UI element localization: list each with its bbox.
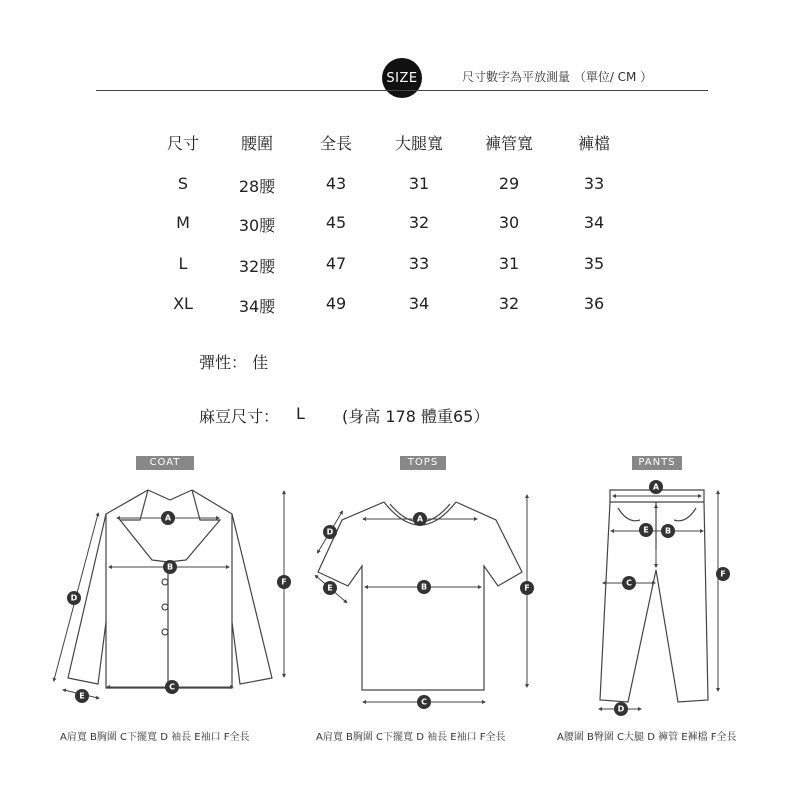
table-cell: 34腰 xyxy=(238,297,276,316)
marker-c: C xyxy=(421,697,427,707)
pants-measurements xyxy=(600,492,718,709)
table-cell: 32 xyxy=(408,213,430,232)
table-cell: 33 xyxy=(583,174,605,193)
table-cell: 47 xyxy=(325,254,347,273)
table-cell: 28腰 xyxy=(238,177,276,196)
table-cell: 36 xyxy=(583,294,605,313)
table-cell: 32 xyxy=(498,294,520,313)
table-header: 褲管寬 xyxy=(484,134,534,153)
model-body-info: (身高 178 體重65） xyxy=(342,407,490,426)
pants-diagram xyxy=(600,490,708,702)
marker-f: F xyxy=(524,583,530,593)
table-cell: S xyxy=(177,174,189,193)
marker-e: E xyxy=(79,691,85,701)
table-cell: 31 xyxy=(498,254,520,273)
table-cell: L xyxy=(178,254,188,273)
table-header: 腰圍 xyxy=(240,134,274,153)
coat-caption: A肩寬 B胸圍 C下擺寬 D 袖長 E袖口 F全長 xyxy=(60,732,250,743)
marker-e: E xyxy=(327,583,333,593)
tops-diagram xyxy=(318,502,522,690)
pants-tag: PANTS xyxy=(632,456,682,470)
table-cell: 29 xyxy=(498,174,520,193)
marker-b: B xyxy=(420,582,428,592)
marker-d: D xyxy=(70,593,78,603)
pants-caption: A腰圍 B臀圍 C大腿 D 褲管 E褲檔 F全長 xyxy=(557,732,737,743)
size-badge: SIZE xyxy=(382,58,422,98)
marker-d: D xyxy=(617,704,625,714)
table-header: 大腿寬 xyxy=(394,134,444,153)
marker-f: F xyxy=(720,569,726,579)
table-cell: 30 xyxy=(498,213,520,232)
table-cell: 31 xyxy=(408,174,430,193)
marker-e: E xyxy=(643,525,649,535)
elasticity-note: 彈性： 佳 xyxy=(199,353,269,372)
table-cell: 34 xyxy=(408,294,430,313)
model-size-label: 麻豆尺寸： xyxy=(199,407,280,426)
marker-d: D xyxy=(326,527,334,537)
table-cell: M xyxy=(176,213,190,232)
table-cell: 43 xyxy=(325,174,347,193)
model-size-value: L xyxy=(296,404,305,423)
table-cell: 33 xyxy=(408,254,430,273)
marker-c: C xyxy=(169,682,175,692)
tops-measurements xyxy=(316,496,530,702)
table-cell: 35 xyxy=(583,254,605,273)
marker-a: A xyxy=(416,514,424,524)
marker-f: F xyxy=(281,577,287,587)
marker-c: C xyxy=(626,578,632,588)
table-header: 尺寸 xyxy=(166,134,200,153)
marker-a: A xyxy=(652,482,660,492)
coat-tag: COAT xyxy=(136,456,194,470)
header-note: 尺寸數字為平放測量 （單位/ CM ） xyxy=(462,70,653,84)
marker-b: B xyxy=(166,562,174,572)
tops-caption: A肩寬 B胸圍 C下擺寬 D 袖長 E袖口 F全長 xyxy=(316,732,506,743)
table-cell: 32腰 xyxy=(238,257,276,276)
table-cell: 34 xyxy=(583,213,605,232)
marker-a: A xyxy=(164,513,172,523)
tops-tag: TOPS xyxy=(400,456,446,470)
table-header: 全長 xyxy=(319,134,353,153)
table-cell: 30腰 xyxy=(238,216,276,235)
table-header: 褲檔 xyxy=(577,134,611,153)
table-cell: 49 xyxy=(325,294,347,313)
table-cell: XL xyxy=(173,294,193,313)
marker-b: B xyxy=(664,526,672,536)
table-cell: 45 xyxy=(325,213,347,232)
